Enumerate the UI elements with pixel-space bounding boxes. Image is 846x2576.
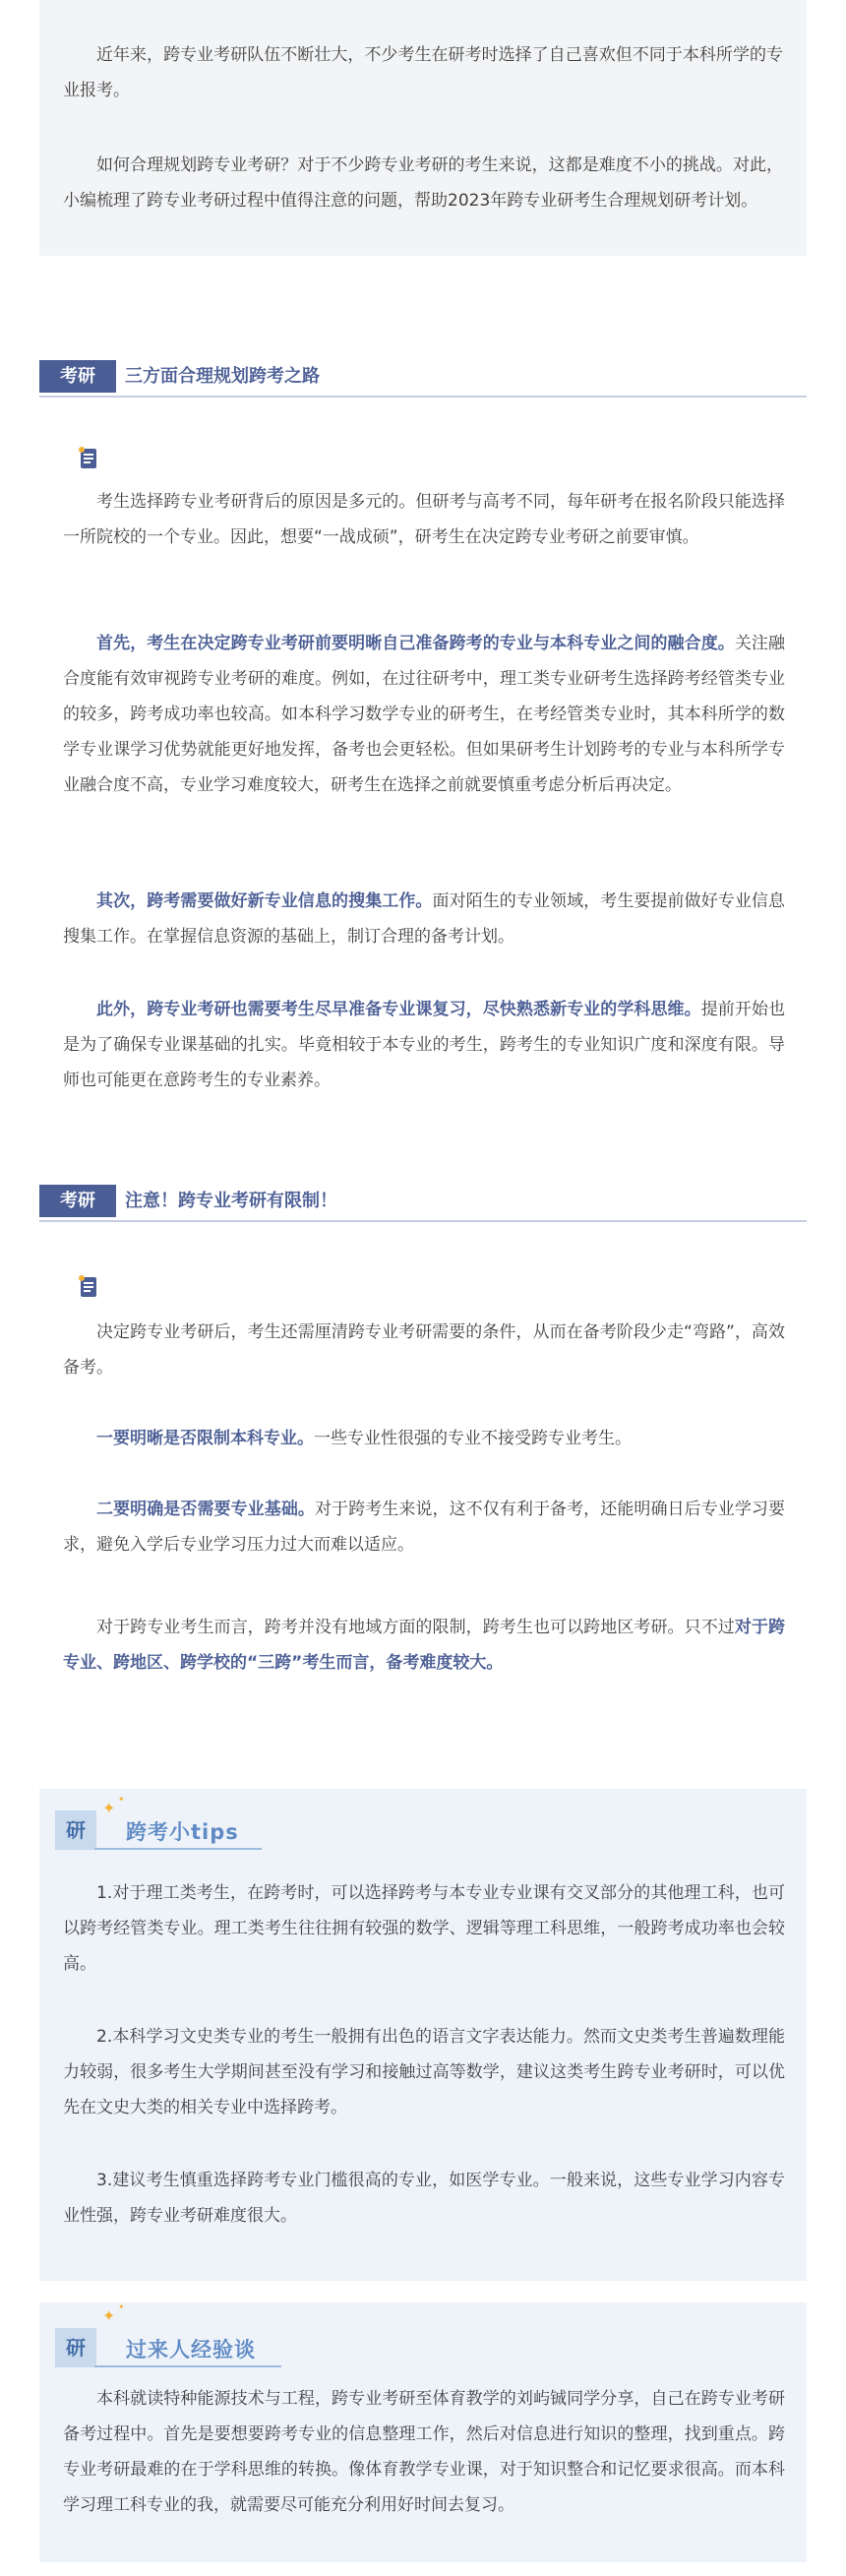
- sparkle-icon: ✦: [118, 1795, 125, 1804]
- body-text: 对于跨考生来说，这不仅有利于备考，还能明确日后专业学习要求，避免入学后专业学习压力过大而难以适应。: [63, 1500, 786, 1555]
- highlight-text: 首先，考生在决定跨专业考研前要明晰自己准备跨考的专业与本科专业之间的融合度。: [96, 634, 735, 653]
- section1-paragraph-4: [63, 992, 785, 1098]
- body-text: 关注融合度能有效审视跨专业考研的难度。例如，在过往研考中，理工类专业研考生选择跨考经管类专业的较多，跨考成功率也较高。如本科学习数学专业的研考生，在考经管类专业时，其本科所学的数学专业课学习优势就能更好地发挥，备考也会更轻松。但如果研考生计划跨考的专业与本科所学专业融合度不高，专业学习难度较大，研考生在选择之前就要慎重考虑分析后再决定。: [63, 634, 786, 795]
- section2-paragraph-3: [63, 1492, 785, 1563]
- highlight-text: 二要明确是否需要专业基础。: [96, 1500, 315, 1519]
- intro-paragraph-1: 近年来，跨专业考研队伍不断壮大，不少考生在研考时选择了自己喜欢但不同于本科所学的专业报考。: [63, 45, 783, 100]
- document-icon: [79, 1275, 100, 1299]
- section-title: 三方面合理规划跨考之路: [125, 366, 320, 387]
- section-divider: [39, 396, 807, 398]
- highlight-text: 此外，跨专业考研也需要考生尽早准备专业课复习，尽快熟悉新专业的学科思维。: [96, 1000, 701, 1019]
- section-tag: 考研: [39, 360, 116, 393]
- intro-box: [39, 0, 807, 256]
- sparkle-icon: ✦: [102, 1799, 116, 1817]
- tip-item-2: 2.本科学习文史类专业的考生一般拥有出色的语言文字表达能力。然而文史类考生普遍数理能力较弱，很多考生大学期间甚至没有学习和接触过高等数学，建议这类考生跨专业考研时，可以优先在文史大类的相关专业中选择跨考。: [63, 2027, 785, 2117]
- body-text: 一些专业性很强的专业不接受跨专业考生。: [314, 1429, 632, 1448]
- highlight-text: 一要明晰是否限制本科专业。: [96, 1429, 314, 1448]
- section1-paragraph-3: [63, 884, 785, 954]
- section1-paragraph-2: [63, 626, 785, 803]
- section-title: 注意！跨专业考研有限制！: [125, 1191, 337, 1211]
- tips-badge: 研: [55, 1810, 96, 1850]
- body-text: 提前开始也是为了确保专业课基础的扎实。毕竟相较于本专业的考生，跨考生的专业知识广度和深度有限。导师也可能更在意跨考生的专业素养。: [63, 1000, 786, 1090]
- tips-title: 跨考小tips: [126, 1820, 239, 1844]
- tip-item-1: 1.对于理工类考生，在跨考时，可以选择跨考与本专业专业课有交叉部分的其他理工科，也可以跨考经管类专业。理工类考生往往拥有较强的数学、逻辑等理工科思维，一般跨考成功率也会较高。: [63, 1883, 785, 1974]
- tip-item-3: 3.建议考生慎重选择跨考专业门槛很高的专业，如医学专业。一般来说，这些专业学习内容专业性强，跨专业考研难度很大。: [63, 2171, 785, 2226]
- intro-paragraph-2: 如何合理规划跨专业考研？对于不少跨专业考研的考生来说，这都是难度不小的挑战。对此，小编梳理了跨专业考研过程中值得注意的问题，帮助2023年跨专业研考生合理规划研考计划。: [63, 155, 783, 211]
- section-divider: [39, 1220, 807, 1222]
- document-icon: [79, 447, 100, 470]
- body-text: 面对陌生的专业领域，考生要提前做好专业信息搜集工作。在掌握信息资源的基础上，制订合理的备考计划。: [63, 891, 785, 947]
- section2-paragraph-4: [63, 1610, 785, 1681]
- section2-paragraph-2: [63, 1421, 785, 1456]
- section1-paragraph-1: 考生选择跨专业考研背后的原因是多元的。但研考与高考不同，每年研考在报名阶段只能选择一所院校的一个专业。因此，想要“一战成硕”，研考生在决定跨专业考研之前要审慎。: [63, 492, 785, 547]
- sparkle-icon: ✦: [118, 2302, 125, 2311]
- section-tag: 考研: [39, 1185, 116, 1217]
- section-header-2: [39, 1185, 807, 1230]
- section2-paragraph-1: 决定跨专业考研后，考生还需厘清跨专业考研需要的条件，从而在备考阶段少走“弯路”，高效备考。: [63, 1322, 785, 1378]
- experience-title: 过来人经验谈: [126, 2338, 256, 2361]
- highlight-text: 其次，跨考需要做好新专业信息的搜集工作。: [96, 891, 433, 911]
- tips-box: [39, 1789, 807, 2281]
- experience-paragraph: 本科就读特种能源技术与工程，跨专业考研至体育教学的刘屿铖同学分享，自己在跨专业考研备考过程中。首先是要想要跨考专业的信息整理工作，然后对信息进行知识的整理，找到重点。跨专业考研最难的在于学科思维的转换。像体育教学专业课，对于知识整合和记忆要求很高。而本科学习理工科专业的我，就需要尽可能充分利用好时间去复习。: [63, 2389, 785, 2515]
- sparkle-icon: ✦: [102, 2306, 116, 2325]
- tips-title-underline: [94, 1848, 262, 1850]
- experience-title-underline: [94, 2365, 281, 2367]
- body-text: 对于跨专业考生而言，跨考并没有地域方面的限制，跨考生也可以跨地区考研。只不过: [96, 1618, 735, 1637]
- section-header-1: [39, 360, 807, 405]
- experience-box: [39, 2302, 807, 2562]
- experience-badge: 研: [55, 2328, 96, 2367]
- highlight-text: 对于跨专业、跨地区、跨学校的“三跨”考生而言，备考难度较大。: [63, 1618, 786, 1673]
